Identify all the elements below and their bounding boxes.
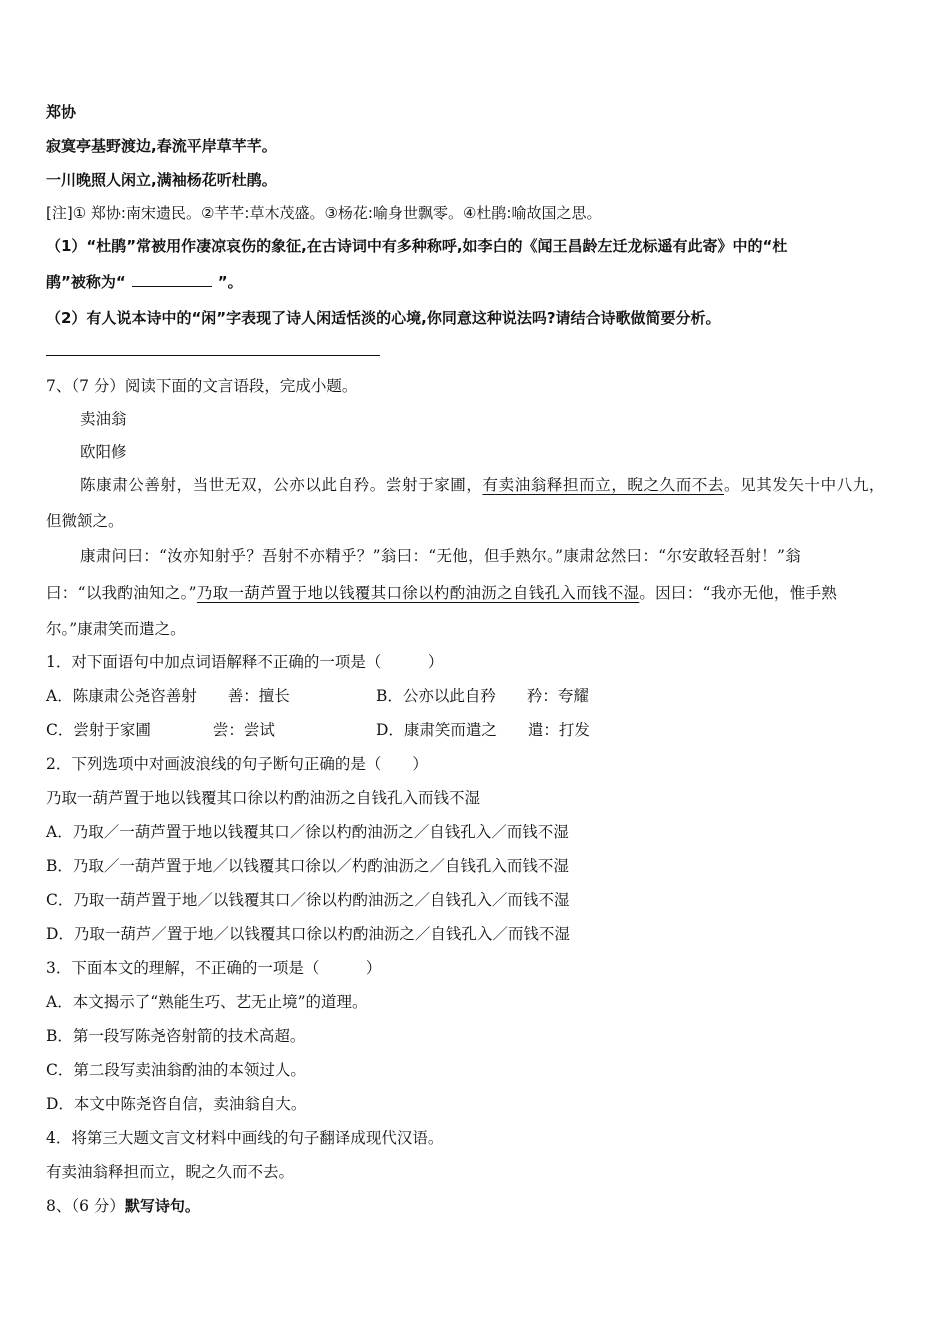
option-1b[interactable]: B．公亦以此自矜 矜：夸耀 [376, 687, 589, 705]
sub-question-3: 3．下面本文的理解，不正确的一项是（ ） [46, 959, 382, 977]
option-3d[interactable]: D．本文中陈尧咨自信，卖油翁自大。 [46, 1095, 307, 1113]
sub-question-4: 4．将第三大题文言文材料中画线的句子翻译成现代汉语。 [46, 1129, 444, 1147]
option-2a[interactable]: A．乃取／一葫芦置于地以钱覆其口／徐以杓酌油沥之／自钱孔入／而钱不湿 [46, 823, 569, 841]
answer-line[interactable] [46, 355, 380, 356]
option-3c[interactable]: C．第二段写卖油翁酌油的本领过人。 [46, 1061, 306, 1079]
passage-para-2-line-2 [46, 583, 837, 603]
poem-question-2: （2）有人说本诗中的“闲”字表现了诗人闲适恬淡的心境,你同意这种说法吗?请结合诗歌做简要分析。 [46, 309, 721, 327]
poem-question-1: （1）“杜鹃”常被用作凄凉哀伤的象征,在古诗词中有多种称呼,如李白的《闻王昌龄左迁龙标遥有此寄》中的“杜 [46, 237, 788, 255]
q1-cont-pre: 鹃”被称为“ [46, 273, 126, 291]
para-2-text: 曰：“以我酌油知之。” [46, 584, 197, 602]
option-2c[interactable]: C．乃取一葫芦置于地／以钱覆其口／徐以杓酌油沥之／自钱孔入／而钱不湿 [46, 891, 570, 909]
option-1d[interactable]: D．康肃笑而遣之 遣：打发 [376, 721, 590, 739]
poem-note: [注]① 郑协:南宋遗民。②芊芊:草木茂盛。③杨花:喻身世飘零。④杜鹃:喻故国之思。 [46, 204, 602, 222]
option-2b[interactable]: B．乃取／一葫芦置于地／以钱覆其口徐以／杓酌油沥之／自钱孔入而钱不湿 [46, 857, 569, 875]
para-1-text-end: 。见其发矢十中八九， [724, 476, 886, 494]
para-2-text-end: 。因曰：“我亦无他，惟手熟 [639, 584, 838, 602]
passage-para-2: 康肃问曰：“汝亦知射乎？吾射不亦精乎？”翁曰：“无他，但手熟尔。”康肃忿然曰：“尔安敢轻吾射！”翁 [80, 547, 801, 565]
sub-question-1: 1．对下面语句中加点词语解释不正确的一项是（ ） [46, 653, 444, 671]
option-1a[interactable]: A．陈康肃公尧咨善射 善：擅长 [46, 687, 290, 705]
passage-para-2-line-3: 尔。”康肃笑而遣之。 [46, 620, 186, 638]
option-3a[interactable]: A．本文揭示了“熟能生巧、艺无止境”的道理。 [46, 993, 368, 1011]
q1-cont-post: ”。 [217, 273, 243, 291]
poem-line-1: 寂寞亭基野渡边,春流平岸草芊芊。 [46, 137, 277, 155]
poem-line-2: 一川晚照人闲立,满袖杨花听杜鹃。 [46, 171, 277, 189]
option-3b[interactable]: B．第一段写陈尧咨射箭的技术高超。 [46, 1027, 306, 1045]
poem-author: 郑协 [46, 103, 77, 121]
passage-title: 卖油翁 [80, 410, 127, 428]
option-2d[interactable]: D．乃取一葫芦／置于地／以钱覆其口徐以杓酌油沥之／自钱孔入／而钱不湿 [46, 925, 570, 943]
q8-number: 8、（6 分） [46, 1197, 125, 1215]
sub-question-4-sentence: 有卖油翁释担而立，睨之久而不去。 [46, 1163, 295, 1181]
poem-question-1-cont [46, 272, 243, 292]
wavy-underlined-sentence: 乃取一葫芦置于地以钱覆其口徐以杓酌油沥之自钱孔入而钱不湿 [196, 584, 640, 602]
answer-blank[interactable] [132, 272, 212, 287]
q7-header: 7、（7 分）阅读下面的文言语段，完成小题。 [46, 377, 358, 395]
passage-para-1-cont: 但微颔之。 [46, 512, 124, 530]
sub-question-2: 2．下列选项中对画波浪线的句子断句正确的是（ ） [46, 755, 428, 773]
para-1-text: 陈康肃公善射，当世无双，公亦以此自矜。尝射于家圃， [80, 476, 483, 494]
sub-question-2-sentence: 乃取一葫芦置于地以钱覆其口徐以杓酌油沥之自钱孔入而钱不湿 [46, 789, 481, 807]
passage-para-1 [80, 475, 885, 495]
q8-header [46, 1196, 200, 1216]
passage-author: 欧阳修 [80, 443, 127, 461]
q8-task: 默写诗句。 [124, 1197, 200, 1215]
underlined-sentence: 有卖油翁释担而立，睨之久而不去 [482, 476, 725, 494]
option-1c[interactable]: C．尝射于家圃 尝：尝试 [46, 721, 275, 739]
